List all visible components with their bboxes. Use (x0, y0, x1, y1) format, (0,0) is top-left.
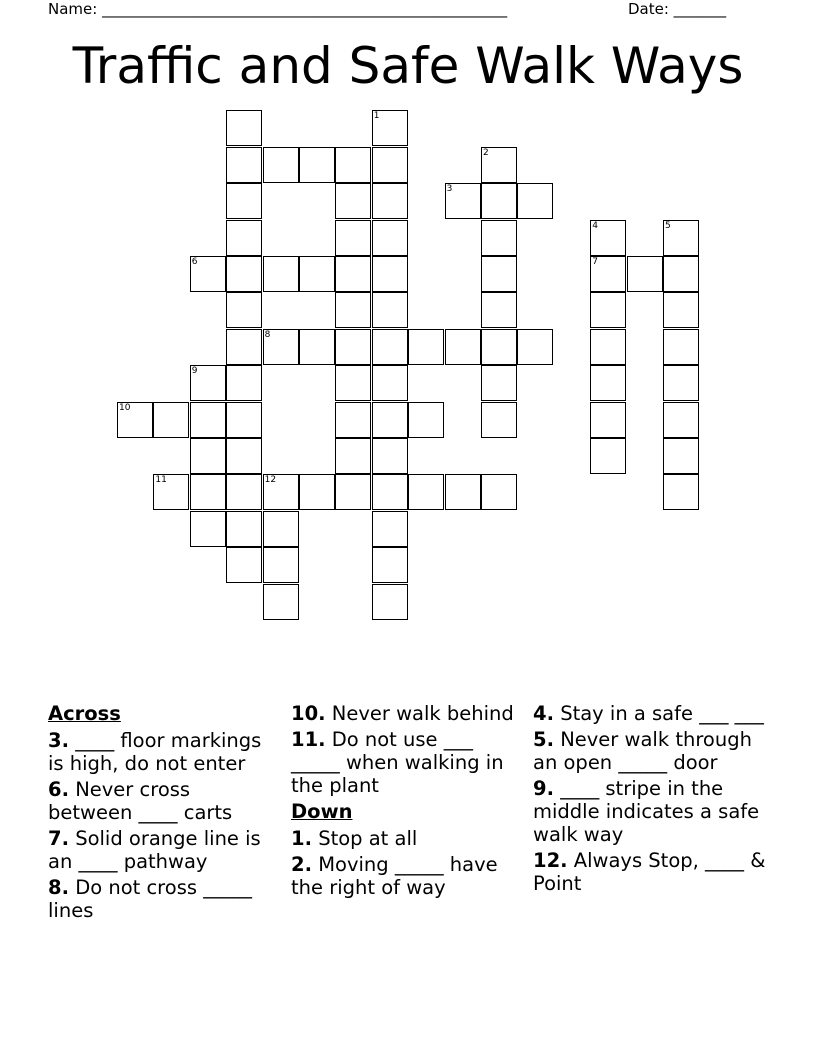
clue-number: 10. (291, 702, 326, 725)
grid-cell[interactable] (663, 474, 699, 510)
across-clue-3 (48, 729, 270, 775)
down-clue-4 (533, 702, 768, 725)
grid-cell[interactable] (299, 474, 335, 510)
grid-cell[interactable] (517, 329, 553, 365)
clue-number: 12. (533, 849, 568, 872)
across-clue-10 (291, 702, 521, 725)
grid-cell[interactable] (335, 365, 371, 401)
grid-cell[interactable] (226, 147, 262, 183)
across-clue-6 (48, 778, 270, 824)
grid-cell[interactable] (663, 365, 699, 401)
grid-cell[interactable] (335, 220, 371, 256)
grid-cell[interactable] (590, 329, 626, 365)
clue-text: Never cross between ____ carts (48, 778, 233, 824)
grid-cell[interactable] (481, 183, 517, 219)
grid-cell[interactable] (226, 474, 262, 510)
across-clue-8 (48, 876, 270, 922)
cell-number: 7 (592, 257, 598, 267)
down-clue-2 (291, 853, 521, 899)
clue-text: Stop at all (318, 827, 418, 850)
cell-number: 5 (665, 220, 671, 231)
grid-cell[interactable] (663, 402, 699, 438)
grid-cell[interactable] (372, 147, 408, 183)
grid-cell[interactable] (481, 474, 517, 510)
grid-cell[interactable] (481, 256, 517, 292)
clue-number: 4. (533, 702, 554, 725)
grid-cell[interactable] (263, 329, 299, 365)
cell-number: 10 (119, 402, 131, 413)
grid-cell[interactable] (372, 256, 408, 292)
clue-number: 9. (533, 777, 554, 800)
clue-text: Always Stop, ____ & Point (533, 849, 766, 895)
grid-cell[interactable] (663, 220, 699, 256)
clue-text: Never walk behind (331, 702, 514, 725)
clue-column-2 (291, 702, 521, 902)
grid-cell[interactable] (190, 256, 226, 292)
grid-cell[interactable] (663, 329, 699, 365)
grid-cell[interactable] (590, 438, 626, 474)
grid-cell[interactable] (408, 329, 444, 365)
clue-number: 11. (291, 728, 326, 751)
cell-number: 4 (592, 220, 598, 231)
clue-number: 7. (48, 827, 69, 850)
grid-cell[interactable] (372, 183, 408, 219)
grid-cell[interactable] (517, 183, 553, 219)
grid-cell[interactable] (445, 329, 481, 365)
across-clue-7 (48, 827, 270, 873)
grid-cell[interactable] (226, 365, 262, 401)
clue-text: ____ floor markings is high, do not enter (48, 729, 262, 775)
grid-cell[interactable] (663, 438, 699, 474)
grid-cell[interactable] (263, 474, 299, 510)
down-clue-9 (533, 777, 768, 846)
across-clue-11 (291, 728, 521, 797)
grid-cell[interactable] (226, 183, 262, 219)
name-field-label[interactable]: Name: ______________________________________________________ (48, 0, 508, 18)
grid-cell[interactable] (372, 329, 408, 365)
grid-cell[interactable] (226, 220, 262, 256)
grid-cell[interactable] (299, 147, 335, 183)
grid-cell[interactable] (372, 547, 408, 583)
grid-cell[interactable] (263, 511, 299, 547)
clue-number: 5. (533, 728, 554, 751)
cell-number: 6 (191, 257, 198, 267)
grid-cell[interactable] (372, 402, 408, 438)
grid-cell[interactable] (590, 365, 626, 401)
grid-cell[interactable] (335, 402, 371, 438)
grid-cell[interactable] (590, 256, 626, 292)
grid-cell[interactable] (481, 292, 517, 328)
down-clue-1 (291, 827, 521, 850)
grid-cell[interactable] (372, 110, 408, 146)
grid-cell[interactable] (335, 147, 371, 183)
grid-cell[interactable] (263, 256, 299, 292)
grid-cell[interactable] (226, 329, 262, 365)
cell-number: 8 (264, 329, 271, 340)
grid-cell[interactable] (226, 292, 262, 328)
grid-cell[interactable] (372, 584, 408, 620)
clue-number: 1. (291, 827, 312, 850)
grid-cell[interactable] (445, 474, 481, 510)
page-title: Traffic and Safe Walk Ways (72, 37, 744, 95)
clue-text: Moving _____ have the right of way (291, 853, 498, 899)
grid-cell[interactable] (226, 438, 262, 474)
down-heading: Down (291, 800, 353, 823)
grid-cell[interactable] (408, 402, 444, 438)
grid-cell[interactable] (190, 365, 226, 401)
grid-cell[interactable] (372, 511, 408, 547)
cell-number: 2 (483, 147, 489, 158)
grid-cell[interactable] (335, 329, 371, 365)
clue-number: 8. (48, 876, 69, 899)
grid-cell[interactable] (663, 256, 699, 292)
grid-cell[interactable] (226, 110, 262, 146)
clue-column-3 (533, 702, 768, 898)
clue-number: 2. (291, 853, 312, 876)
grid-cell[interactable] (190, 511, 226, 547)
clue-text: Do not use ___ _____ when walking in the plant (291, 728, 504, 797)
grid-cell[interactable] (372, 292, 408, 328)
grid-cell[interactable] (190, 402, 226, 438)
grid-cell[interactable] (335, 183, 371, 219)
grid-cell[interactable] (226, 547, 262, 583)
grid-cell[interactable] (153, 474, 189, 510)
grid-cell[interactable] (190, 474, 226, 510)
grid-cell[interactable] (372, 438, 408, 474)
clue-text: ____ stripe in the middle indicates a safe walk way (533, 777, 760, 846)
grid-cell[interactable] (226, 256, 262, 292)
grid-cell[interactable] (590, 402, 626, 438)
grid-cell[interactable] (372, 220, 408, 256)
grid-cell[interactable] (663, 292, 699, 328)
clue-text: Solid orange line is an ____ pathway (48, 827, 261, 873)
cell-number: 1 (373, 111, 380, 122)
clue-text: Never walk through an open _____ door (533, 728, 752, 774)
grid-cell[interactable] (190, 438, 226, 474)
cell-number: 3 (446, 184, 453, 195)
grid-cell[interactable] (481, 329, 517, 365)
clue-number: 3. (48, 729, 69, 752)
grid-cell[interactable] (372, 474, 408, 510)
cell-number: 9 (191, 366, 198, 377)
cell-number: 11 (155, 475, 167, 486)
grid-cell[interactable] (263, 147, 299, 183)
grid-cell[interactable] (335, 474, 371, 510)
grid-cell[interactable] (372, 365, 408, 401)
grid-cell[interactable] (481, 220, 517, 256)
grid-cell[interactable] (117, 402, 153, 438)
grid-cell[interactable] (627, 256, 663, 292)
grid-cell[interactable] (335, 438, 371, 474)
grid-cell[interactable] (408, 474, 444, 510)
grid-cell[interactable] (299, 329, 335, 365)
clue-text: Do not cross _____ lines (48, 876, 252, 922)
clue-column-1 (48, 702, 270, 925)
grid-cell[interactable] (481, 365, 517, 401)
grid-cell[interactable] (590, 292, 626, 328)
grid-cell[interactable] (481, 147, 517, 183)
grid-cell[interactable] (299, 256, 335, 292)
grid-cell[interactable] (226, 402, 262, 438)
across-heading: Across (48, 702, 121, 725)
clue-text: Stay in a safe ___ ___ (560, 702, 764, 725)
grid-cell[interactable] (226, 511, 262, 547)
date-field-label[interactable]: Date: _______ (628, 0, 727, 18)
grid-cell[interactable] (263, 584, 299, 620)
grid-cell[interactable] (263, 547, 299, 583)
grid-cell[interactable] (153, 402, 189, 438)
down-clue-12 (533, 849, 768, 895)
cell-number: 12 (264, 475, 277, 486)
grid-cell[interactable] (335, 256, 371, 292)
grid-cell[interactable] (481, 402, 517, 438)
down-clue-5 (533, 728, 768, 774)
grid-cell[interactable] (335, 292, 371, 328)
grid-cell[interactable] (445, 183, 481, 219)
clue-number: 6. (48, 778, 69, 801)
grid-cell[interactable] (590, 220, 626, 256)
